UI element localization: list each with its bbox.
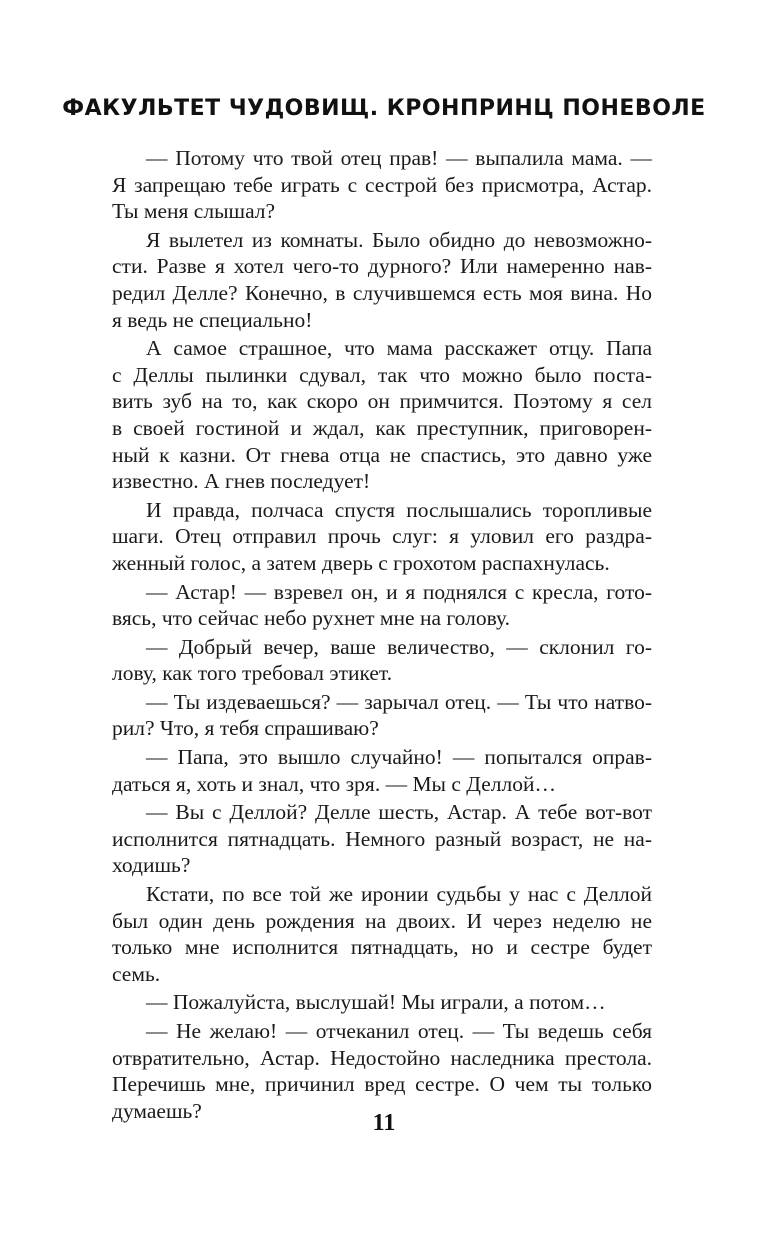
text-line: И правда, полчаса спустя послышались торопливые <box>146 497 652 522</box>
text-line: я ведь не специально! <box>112 307 313 332</box>
paragraph <box>112 497 652 577</box>
paragraph <box>112 1018 652 1124</box>
running-head: ФАКУЛЬТЕТ ЧУДОВИЩ. КРОНПРИНЦ ПОНЕВОЛЕ <box>62 96 706 121</box>
body-text <box>112 145 652 1126</box>
text-line: Ты меня слышал? <box>112 199 276 224</box>
text-line: отвратительно, Астар. Недостойно наследника престола. <box>112 1045 652 1070</box>
paragraph <box>112 145 652 225</box>
text-line: лову, как того требовал этикет. <box>112 661 393 686</box>
text-line: с Деллы пылинки сдувал, так что можно было поста- <box>112 362 652 387</box>
text-line: шаги. Отец отправил прочь слуг: я уловил его раздра- <box>112 524 652 549</box>
text-line: А самое страшное, что мама расскажет отцу. Папа <box>146 336 652 361</box>
text-line: Я вылетел из комнаты. Было обидно до невозможно- <box>146 227 652 252</box>
text-line: думаешь? <box>112 1098 202 1123</box>
text-line: — Папа, это вышло случайно! — попытался оправ- <box>146 745 652 770</box>
text-line: — Добрый вечер, ваше величество, — склонил го- <box>146 634 652 659</box>
paragraph <box>112 799 652 879</box>
text-line: вить зуб на то, как скоро он примчится. Поэтому я сел <box>112 389 652 414</box>
text-line: редил Делле? Конечно, в случившемся есть моя вина. Но <box>112 280 652 305</box>
text-line: Я запрещаю тебе играть с сестрой без присмотра, Астар. <box>112 172 652 197</box>
text-line: — Ты издеваешься? — зарычал отец. — Ты что натво- <box>146 689 652 714</box>
text-line: сти. Разве я хотел чего-то дурного? Или намеренно нав- <box>112 254 652 279</box>
text-line: Кстати, по все той же иронии судьбы у нас с Деллой <box>146 882 652 907</box>
page-number: 11 <box>372 1110 396 1136</box>
text-line: — Не желаю! — отчеканил отец. — Ты ведешь себя <box>146 1019 652 1043</box>
text-line: в своей гостиной и ждал, как преступник, приговорен- <box>112 415 652 440</box>
text-line: Перечишь мне, причинил вред сестре. О чем ты только <box>112 1072 652 1097</box>
text-line: был один день рождения на двоих. И через неделю не <box>112 908 652 933</box>
text-line: вясь, что сейчас небо рухнет мне на голову. <box>112 606 511 631</box>
paragraph <box>112 989 652 1016</box>
paragraph <box>112 634 652 687</box>
text-line: известно. А гнев последует! <box>112 469 371 494</box>
text-line: исполнится пятнадцать. Немного разный возраст, не на- <box>112 826 652 851</box>
paragraph <box>112 227 652 333</box>
text-line: женный голос, а затем дверь с грохотом распахнулась. <box>112 550 610 575</box>
paragraph <box>112 579 652 632</box>
text-line: рил? Что, я тебя спрашиваю? <box>112 716 379 741</box>
text-line: — Вы с Деллой? Делле шесть, Астар. А тебе вот-вот <box>146 800 652 825</box>
text-line: — Астар! — взревел он, и я поднялся с кресла, гото- <box>146 579 652 604</box>
paragraph <box>112 881 652 987</box>
text-line: — Потому что твой отец прав! — выпалила мама. — <box>146 146 652 170</box>
text-line: семь. <box>112 961 161 986</box>
paragraph <box>112 689 652 742</box>
text-line: ный к казни. От гнева отца не спастись, это давно уже <box>112 442 652 467</box>
paragraph <box>112 335 652 495</box>
text-line: — Пожалуйста, выслушай! Мы играли, а потом… <box>146 990 606 1015</box>
text-line: ходишь? <box>112 853 191 878</box>
text-line: только мне исполнится пятнадцать, но и сестре будет <box>112 935 652 960</box>
text-line: даться я, хоть и знал, что зря. — Мы с Деллой… <box>112 771 556 796</box>
paragraph <box>112 744 652 797</box>
